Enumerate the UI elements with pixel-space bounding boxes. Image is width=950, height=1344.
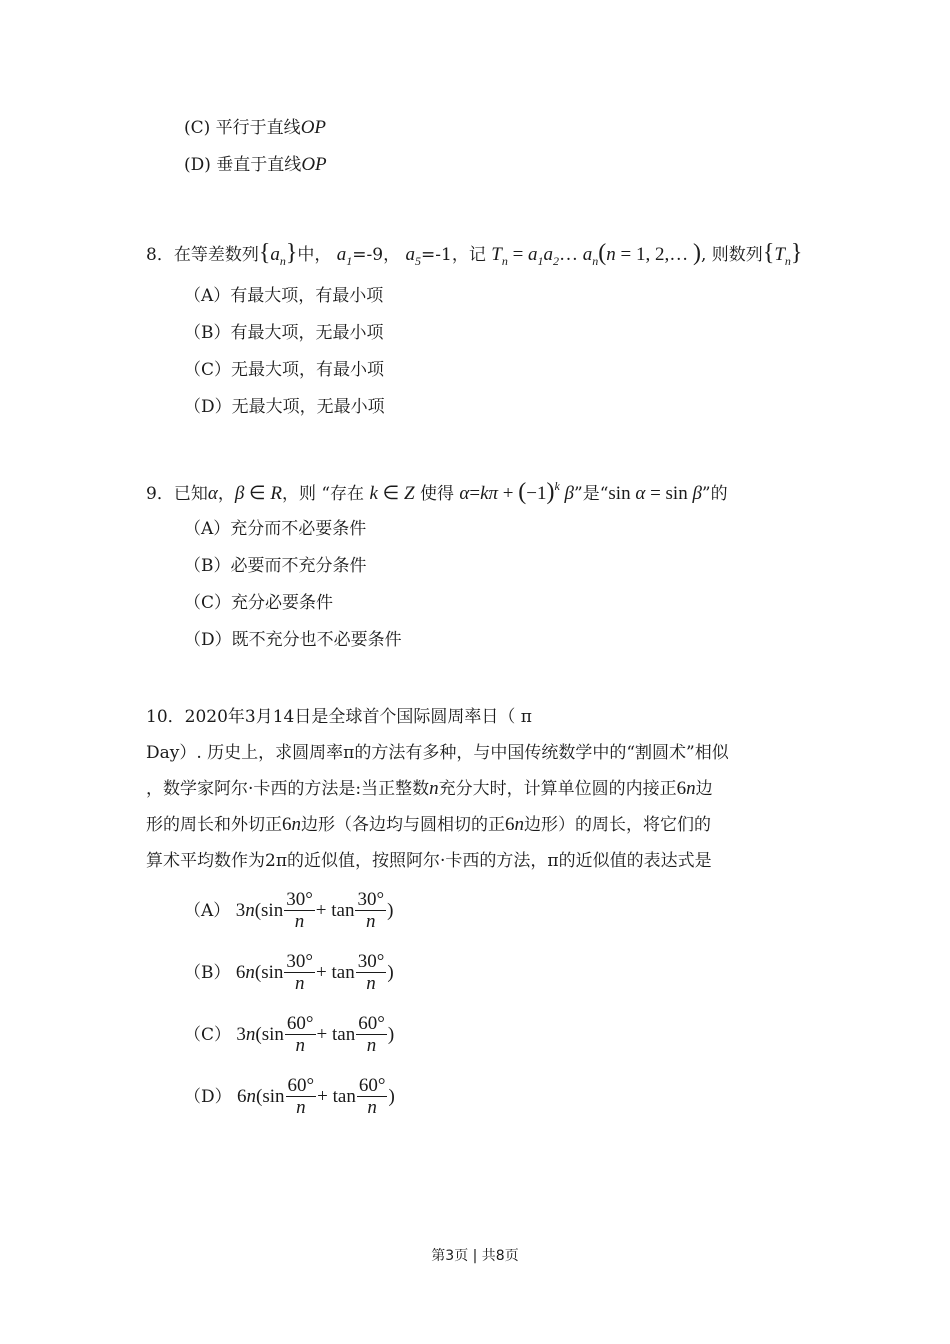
q10-line-2: Day）. 历史上，求圆周率π的方法有多种，与中国传统数学中的“割圆术”相似 [146, 743, 729, 763]
q10-option-c: （C） 3n(sin $\frac{60^\circ}{n}$ + tan $\frac{60^\circ}{n}$ ) [184, 1013, 395, 1056]
q7-option-d: (D) 垂直于直线OP [184, 154, 327, 175]
q9-stem: 9．已知α，β ∈ R，则 “存在 k ∈ Z 使得 $\alpha=k\pi + (-1)^k$ β”是“sin α = sin β”的 [146, 479, 728, 505]
q9-option-b: （B）必要而不充分条件 [184, 556, 367, 576]
q10-line-5: 算术平均数作为2π的近似值，按照阿尔·卡西的方法，π的近似值的表达式是 [146, 851, 712, 871]
q10-line-1: 10．2020年3月14日是全球首个国际圆周率日（ π [146, 707, 532, 727]
q8-option-d: （D）无最大项，无最小项 [184, 397, 385, 417]
q9-option-c: （C）充分必要条件 [184, 593, 334, 613]
q9-option-a: （A）充分而不必要条件 [184, 519, 367, 539]
q10-option-d: （D） 6n(sin $\frac{60^\circ}{n}$ + tan $\frac{60^\circ}{n}$ ) [184, 1075, 395, 1118]
q10-option-b: （B） 6n(sin $\frac{30^\circ}{n}$ + tan $\frac{30^\circ}{n}$ ) [184, 951, 394, 994]
q8-option-b: （B）有最大项，无最小项 [184, 323, 384, 343]
q10-line-4: 形的周长和外切正6n边形（各边均与圆相切的正6n边形）的周长，将它们的 [146, 814, 711, 835]
q9-option-d: （D）既不充分也不必要条件 [184, 630, 402, 650]
q7-option-c: (C) 平行于直线OP [184, 117, 327, 138]
q8-option-a: （A）有最大项，有最小项 [184, 286, 384, 306]
q10-option-a: （A） 3n(sin $\frac{30^\circ}{n}$ + tan $\frac{30^\circ}{n}$ ) [184, 889, 394, 932]
q8-option-c: （C）无最大项，有最小项 [184, 360, 385, 380]
q10-line-3: ，数学家阿尔·卡西的方法是:当正整数n充分大时，计算单位圆的内接正6n边 [146, 778, 713, 799]
q8-stem: 8．在等差数列$\{a_n\}$中， $a_1=-9$， $a_5=-1$，记 $T_n$ = $a_1a_2\dots$ $a_n(n = 1$, 2,… ), 则数列$\{T_n\}$ [146, 240, 803, 268]
page-footer: 第3页 | 共8页 [431, 1248, 519, 1264]
